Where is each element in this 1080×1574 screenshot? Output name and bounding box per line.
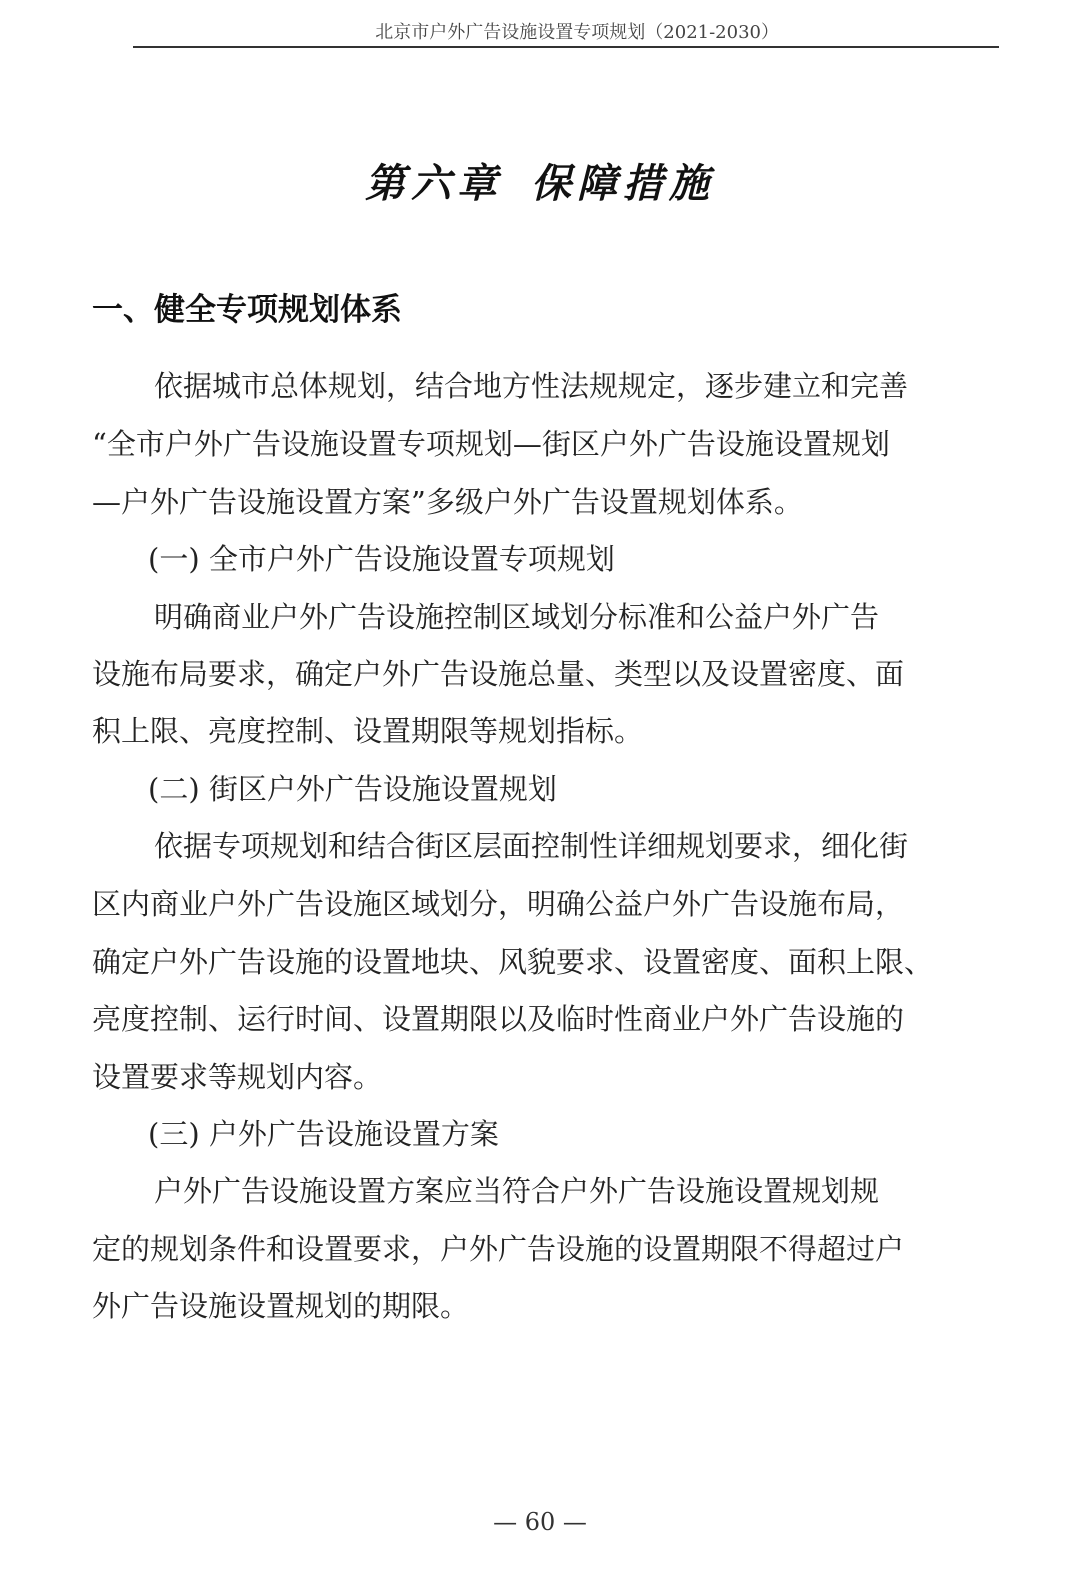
- subsection-heading: (三) 户外广告设施设置方案: [148, 1117, 499, 1151]
- paragraph-line: 确定户外广告设施的设置地块、风貌要求、设置密度、面积上限、: [92, 945, 934, 979]
- page-header: [133, 14, 999, 48]
- chapter-name: 保障措施: [531, 160, 715, 207]
- intro-line: 依据城市总体规划，结合地方性法规规定，逐步建立和完善: [154, 369, 909, 403]
- header-title: 北京市户外广告设施设置专项规划（2021-2030）: [375, 22, 779, 43]
- intro-line: “全市户外广告设施设置专项规划—街区户外广告设施设置规划: [92, 427, 890, 461]
- page-number: — 60 —: [493, 1508, 587, 1536]
- intro-line: —户外广告设施设置方案”多级户外广告设置规划体系。: [92, 485, 803, 519]
- paragraph-line: 定的规划条件和设置要求，户外广告设施的设置期限不得超过户: [92, 1232, 905, 1266]
- subsection-heading: (二) 街区户外广告设施设置规划: [148, 772, 557, 806]
- paragraph-line: 区内商业户外广告设施区域划分，明确公益户外广告设施布局，: [92, 887, 905, 921]
- section-heading: 一、健全专项规划体系: [92, 292, 402, 328]
- paragraph-line: 明确商业户外广告设施控制区域划分标准和公益户外广告: [154, 600, 880, 634]
- paragraph-line: 亮度控制、运行时间、设置期限以及临时性商业户外广告设施的: [92, 1002, 905, 1036]
- paragraph-line: 设置要求等规划内容。: [92, 1060, 383, 1094]
- subsection-heading: (一) 全市户外广告设施设置专项规划: [148, 542, 615, 576]
- paragraph-line: 依据专项规划和结合街区层面控制性详细规划要求，细化街: [154, 829, 909, 863]
- chapter-title: [0, 152, 1080, 209]
- paragraph-line: 外广告设施设置规划的期限。: [92, 1289, 470, 1323]
- paragraph-line: 积上限、亮度控制、设置期限等规划指标。: [92, 714, 644, 748]
- paragraph-line: 户外广告设施设置方案应当符合户外广告设施设置规划规: [154, 1174, 880, 1208]
- paragraph-line: 设施布局要求，确定户外广告设施总量、类型以及设置密度、面: [92, 657, 905, 691]
- chapter-number: 第六章: [365, 160, 503, 207]
